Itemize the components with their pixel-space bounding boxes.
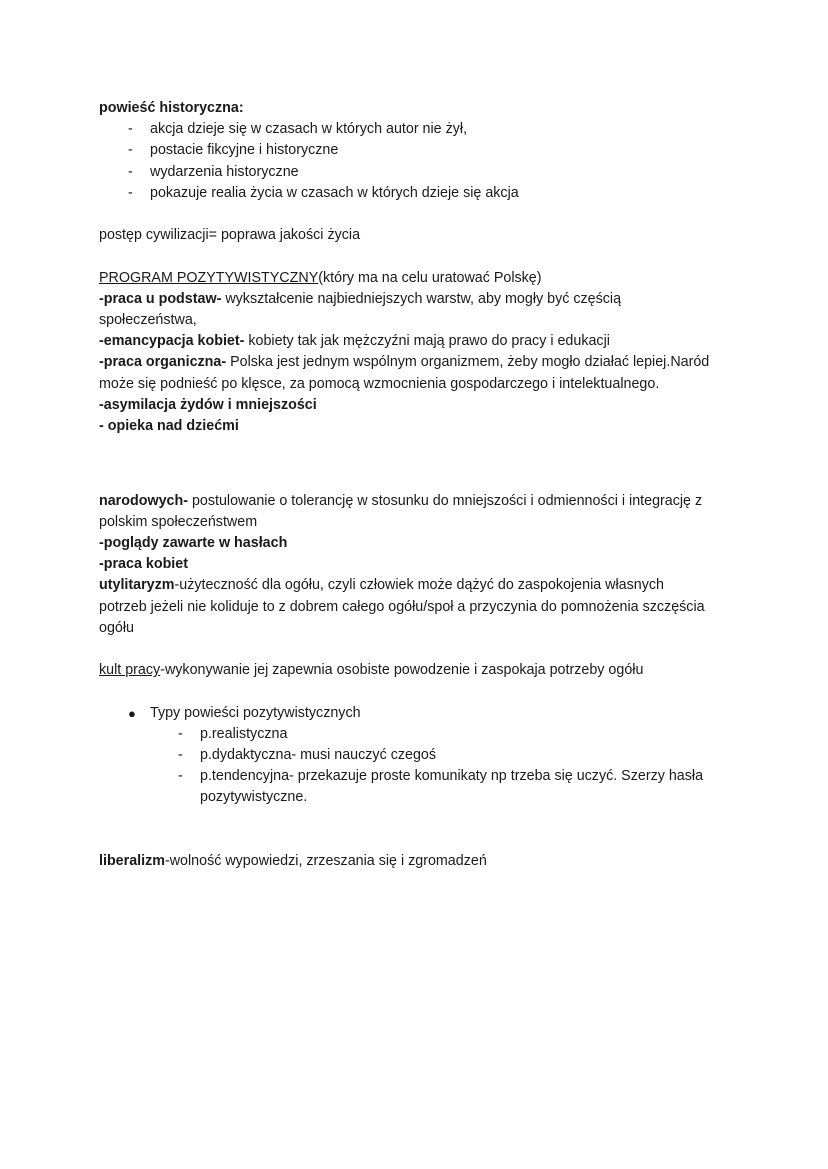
- list-item-label: p.realistyczna: [200, 725, 288, 742]
- point-term: narodowych-: [99, 492, 188, 509]
- list-item-label: akcja dzieje się w czasach w których autor nie żył,: [150, 121, 468, 138]
- spacer: [99, 246, 714, 267]
- point-term: -poglądy zawarte w hasłach: [99, 535, 288, 552]
- dash-marker-icon: -: [178, 725, 183, 742]
- spacer: [99, 809, 714, 851]
- point-term: liberalizm: [99, 853, 165, 870]
- point-description: kobiety tak jak mężczyźni mają prawo do pracy i edukacji: [244, 333, 610, 350]
- historical-novel-list: [99, 119, 714, 204]
- list-item: [99, 724, 714, 745]
- positivist-point-praca-organiczna: [99, 352, 714, 394]
- list-item-label: postacie fikcyjne i historyczne: [150, 142, 339, 159]
- point-description: -użyteczność dla ogółu, czyli człowiek może dążyć do zaspokojenia własnych potrzeb jeżeli nie koliduje to z dobrem całego ogółu/społ a przyczynia do pomnożenia szczęścia ogółu: [99, 577, 705, 636]
- point-description: Polska jest jednym wspólnym organizmem, żeby mogło działać lepiej.Naród może się podnieść po klęsce, za pomocą wzmocnienia gospodarczego i intelektualnego.: [99, 354, 710, 392]
- bullet-marker-icon: ●: [128, 705, 136, 721]
- list-item-label: p.dydaktyczna- musi nauczyć czegoś: [200, 747, 437, 764]
- dash-marker-icon: -: [178, 768, 183, 785]
- list-item: [99, 119, 714, 140]
- spacer: [99, 437, 714, 479]
- list-item: [99, 162, 714, 183]
- point-term: -praca u podstaw-: [99, 290, 222, 307]
- dash-marker-icon: -: [128, 121, 133, 138]
- point-term: -asymilacja żydów i mniejszości: [99, 396, 317, 413]
- positivist-program-title: PROGRAM POZYTYWISTYCZNY: [99, 269, 319, 286]
- list-item-label: Typy powieści pozytywistycznych: [150, 704, 361, 721]
- spacer: [99, 639, 714, 660]
- list-item: [99, 183, 714, 204]
- point-poglady-zawarte-w-haslach: [99, 533, 714, 554]
- dash-marker-icon: -: [128, 184, 133, 201]
- spacer: [99, 204, 714, 225]
- point-description: -wolność wypowiedzi, zrzeszania się i zgromadzeń: [164, 853, 487, 870]
- list-item: [99, 745, 714, 766]
- point-term: -praca kobiet: [99, 556, 188, 573]
- positivist-point-praca-u-podstaw: [99, 289, 714, 331]
- point-term: - opieka nad dziećmi: [99, 418, 239, 435]
- heading-positivist-program: [99, 268, 714, 289]
- point-praca-kobiet: [99, 554, 714, 575]
- list-item-label: wydarzenia historyczne: [150, 163, 299, 180]
- point-description: -wykonywanie jej zapewnia osobiste powodzenie i zaspokaja potrzeby ogółu: [160, 662, 644, 679]
- spacer: [99, 681, 714, 702]
- list-item: [99, 703, 714, 724]
- spacer: [99, 480, 714, 491]
- novel-types-list: [99, 703, 714, 724]
- list-item: [99, 766, 714, 808]
- dash-marker-icon: -: [178, 747, 183, 764]
- heading-historical-novel: powieść historyczna:: [99, 100, 244, 116]
- point-term: utylitaryzm: [99, 577, 175, 594]
- point-term: -emancypacja kobiet-: [99, 333, 245, 350]
- point-kult-pracy: [99, 660, 714, 681]
- positivist-point-asymilacja: [99, 395, 714, 416]
- positivist-point-emancypacja-kobiet: [99, 331, 714, 352]
- positivist-point-opieka-nad-dziecmi: [99, 416, 714, 437]
- list-item-label: pokazuje realia życia w czasach w których dzieje się akcja: [150, 184, 519, 201]
- point-utylitaryzm: [99, 575, 714, 639]
- list-item-label: p.tendencyjna- przekazuje proste komunikaty np trzeba się uczyć. Szerzy hasła pozytywistyczne.: [200, 768, 704, 806]
- dash-marker-icon: -: [128, 142, 133, 159]
- paragraph-progress: postęp cywilizacji= poprawa jakości życia: [99, 227, 361, 244]
- point-description: postulowanie o tolerancję w stosunku do mniejszości i odmienności i integrację z polskim społeczeństwem: [99, 492, 703, 530]
- point-term: kult pracy: [99, 662, 161, 679]
- list-item: [99, 140, 714, 161]
- dash-marker-icon: -: [128, 163, 133, 180]
- point-term: -praca organiczna-: [99, 354, 227, 371]
- point-description: wykształcenie najbiedniejszych warstw, aby mogły być częścią społeczeństwa,: [99, 290, 622, 328]
- point-liberalizm: [99, 851, 714, 872]
- novel-types-sublist: [99, 724, 714, 809]
- point-narodowych: [99, 491, 714, 533]
- positivist-program-title-rest: (który ma na celu uratować Polskę): [318, 269, 542, 286]
- document-body: [99, 98, 714, 872]
